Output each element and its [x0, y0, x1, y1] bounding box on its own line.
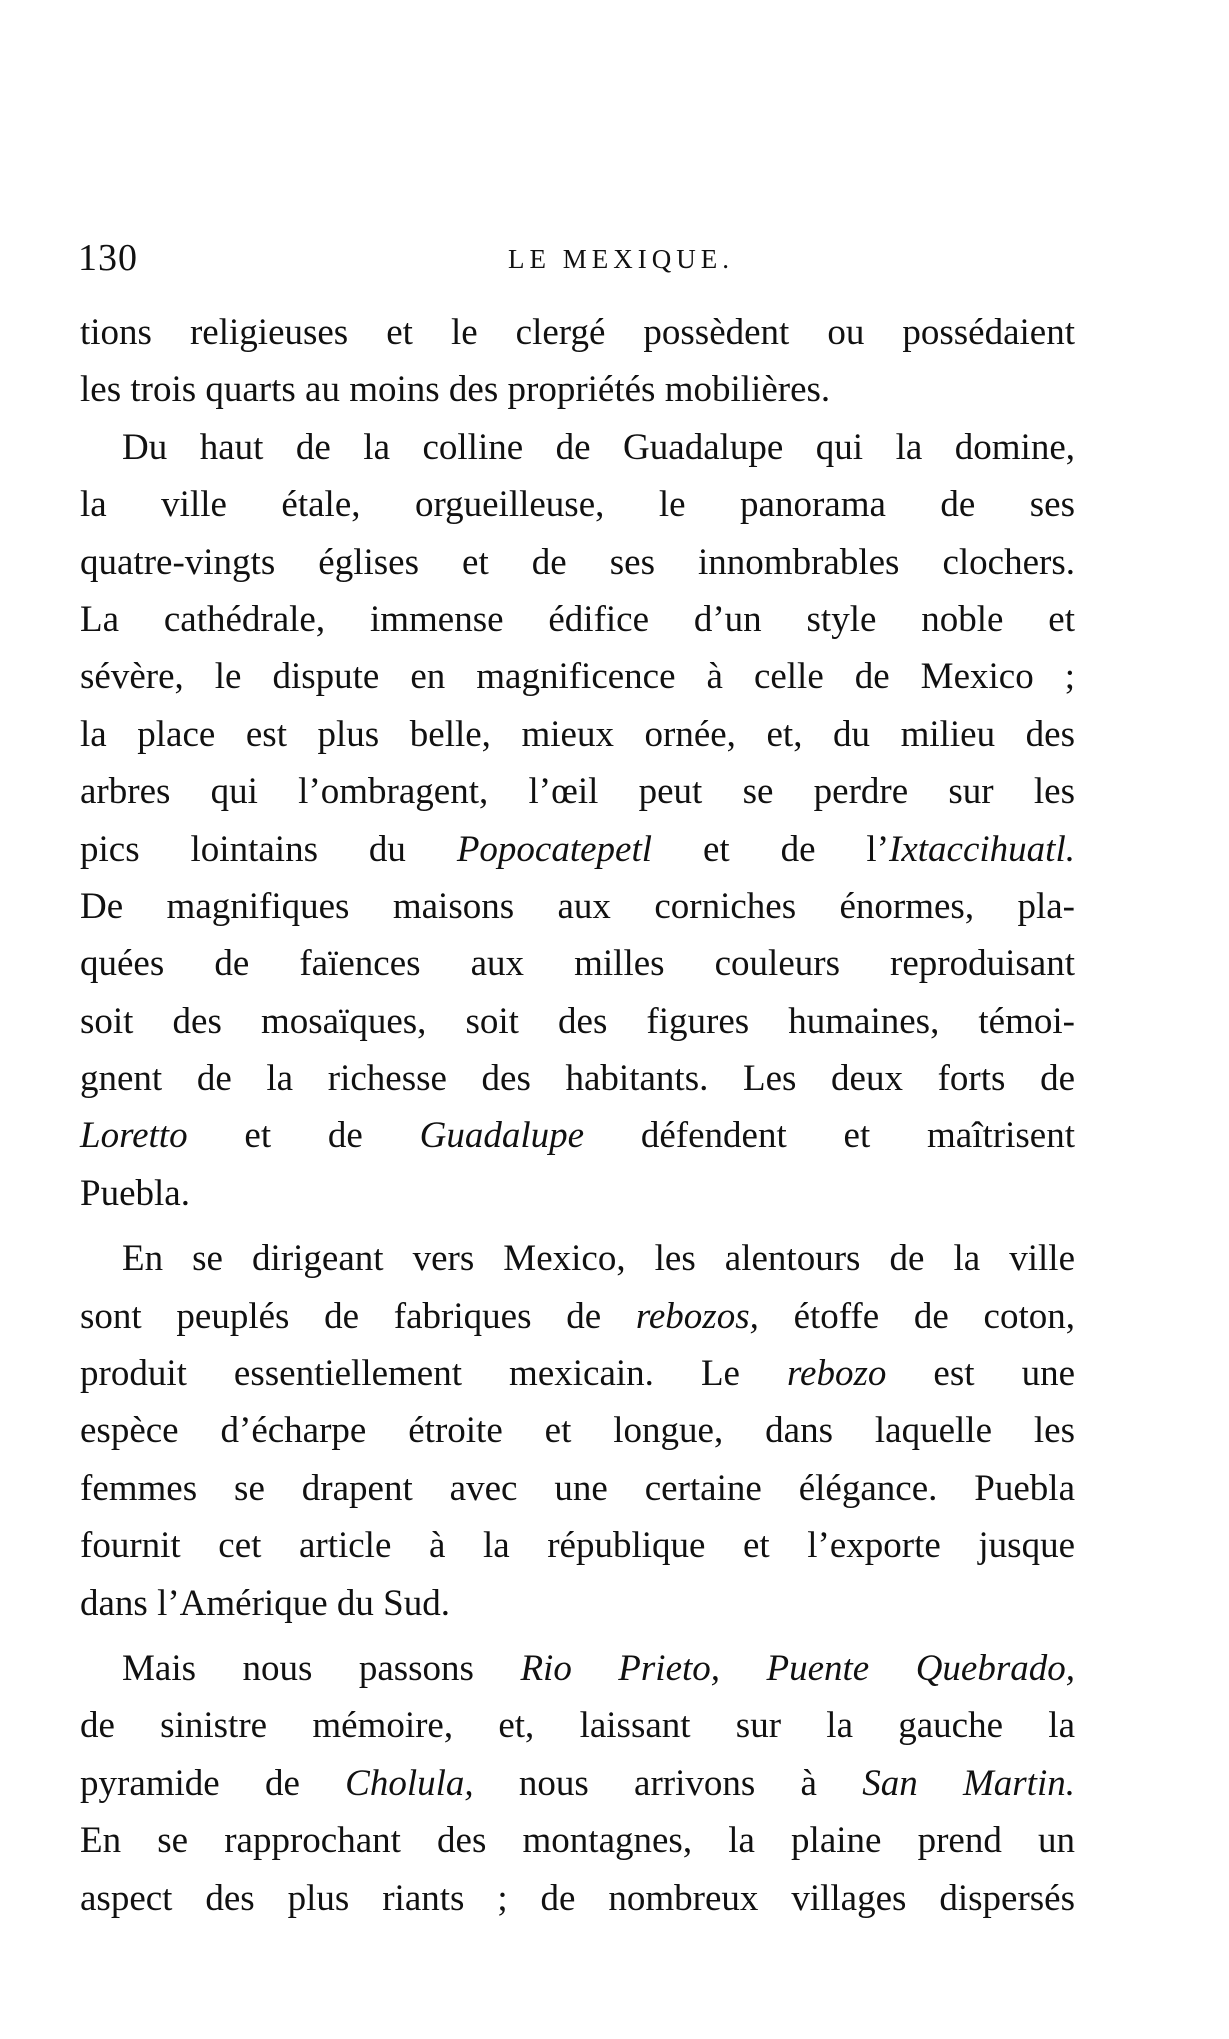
line-segment: est une — [886, 1353, 1075, 1395]
text-line: tions religieuses et le clergé possèdent ou possédaient — [80, 312, 1075, 353]
text-line: En se rapprochant des montagnes, la plaine prend un — [80, 1820, 1075, 1862]
line-segment: pyramide de — [80, 1762, 346, 1804]
place-name-ixtaccihuatl: Ixtaccihuatl. — [889, 828, 1075, 870]
text-line: dans l’Amérique du Sud. — [80, 1582, 450, 1624]
place-name-guadalupe: Guadalupe — [419, 1115, 585, 1157]
line-segment: produit essentiellement mexicain. Le — [80, 1353, 788, 1395]
paragraph-start-line: Du haut de la colline de Guadalupe qui la domine, — [122, 426, 1075, 468]
text-line: femmes se drapent avec une certaine élégance. Puebla — [80, 1467, 1075, 1509]
text-line: fournit cet article à la république et l’exporte jusque — [80, 1525, 1075, 1567]
text-line — [80, 821, 1075, 878]
text-line: sévère, le dispute en magnificence à celle de Mexico ; — [80, 656, 1075, 698]
line-segment: Mais nous passons — [122, 1647, 521, 1689]
running-title: LE MEXIQUE. — [508, 244, 734, 274]
text-line: les trois quarts au moins des propriétés mobilières. — [80, 369, 831, 411]
place-name-popocatepetl: Popocatepetl — [456, 828, 653, 870]
text-line: la place est plus belle, mieux ornée, et, du milieu des — [80, 713, 1075, 755]
text-line: Puebla. — [80, 1172, 190, 1214]
paragraph-start-line: En se dirigeant vers Mexico, les alentours de la ville — [122, 1238, 1075, 1280]
place-name-rio-prieto: Rio Prieto, — [520, 1647, 721, 1689]
text-line — [80, 1755, 1075, 1812]
line-segment: nous arrivons à — [473, 1762, 863, 1804]
place-name-cholula: Cholula, — [345, 1762, 474, 1804]
place-name-loretto: Loretto — [80, 1115, 188, 1157]
text-line: La cathédrale, immense édifice d’un style noble et — [80, 598, 1075, 640]
line-segment: étoffe de coton, — [758, 1295, 1075, 1337]
text-line: gnent de la richesse des habitants. Les deux forts de — [80, 1058, 1075, 1100]
text-line: aspect des plus riants ; de nombreux villages dispersés — [80, 1877, 1075, 1919]
place-name-puente-quebrado: Puente Quebrado, — [766, 1647, 1075, 1689]
text-line — [80, 1107, 1075, 1164]
text-line: la ville étale, orgueilleuse, le panorama de ses — [80, 484, 1075, 526]
line-segment: et de — [187, 1115, 420, 1157]
text-line — [80, 1345, 1075, 1402]
place-name-san-martin: San Martin. — [862, 1762, 1075, 1804]
text-line: arbres qui l’ombragent, l’œil peut se perdre sur les — [80, 771, 1075, 813]
line-segment — [720, 1648, 766, 1689]
text-line: quées de faïences aux milles couleurs reproduisant — [80, 943, 1075, 985]
page-number: 130 — [78, 237, 138, 279]
line-segment: et de l’ — [652, 828, 890, 870]
body-text — [80, 304, 1075, 1927]
text-line: quatre-vingts églises et de ses innombrables clochers. — [80, 541, 1075, 583]
line-segment: pics lointains du — [80, 828, 457, 870]
paragraph-start-line — [80, 1640, 1075, 1697]
page-header — [78, 236, 1078, 286]
term-rebozo: rebozo — [787, 1353, 887, 1395]
text-line — [80, 1288, 1075, 1345]
term-rebozos: rebozos, — [635, 1295, 759, 1337]
text-line: espèce d’écharpe étroite et longue, dans laquelle les — [80, 1410, 1075, 1452]
text-line: soit des mosaïques, soit des figures humaines, témoi- — [80, 1000, 1075, 1042]
text-line: de sinistre mémoire, et, laissant sur la gauche la — [80, 1705, 1075, 1747]
line-segment: sont peuplés de fabriques de — [80, 1295, 636, 1337]
text-line: De magnifiques maisons aux corniches énormes, pla- — [80, 885, 1075, 927]
line-segment: défendent et maîtrisent — [584, 1115, 1075, 1157]
